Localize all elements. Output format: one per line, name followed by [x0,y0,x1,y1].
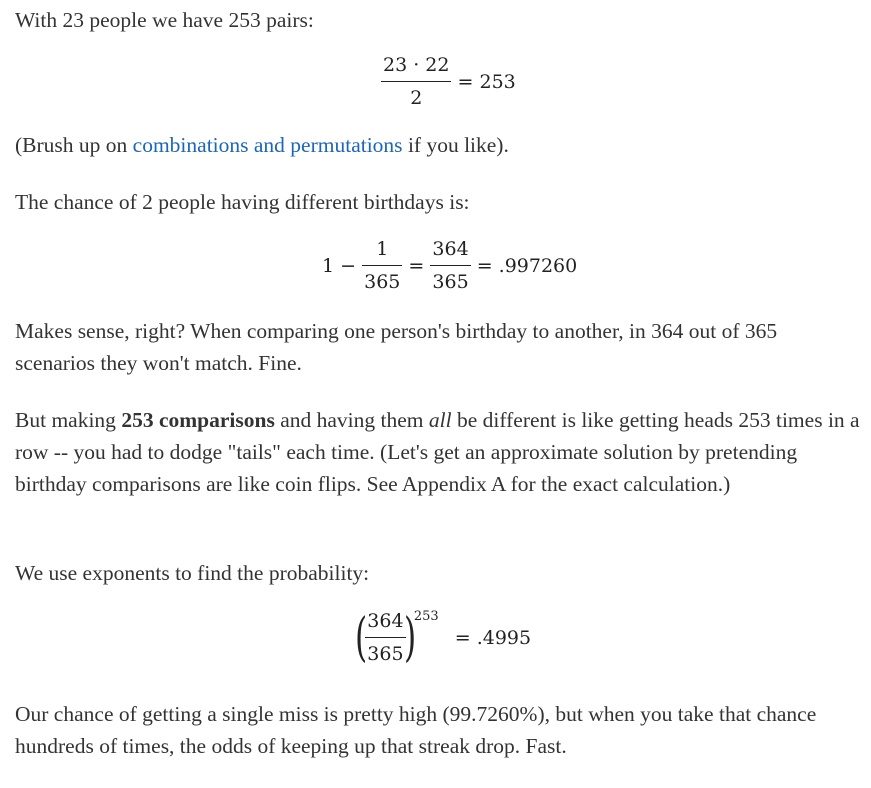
left-paren: ( [355,608,368,668]
fraction-pairs [381,56,451,108]
paragraph-comparisons [15,404,860,500]
fraction-bar [381,81,451,82]
fraction-bar [430,265,470,266]
equation-lead: 1 − [322,254,357,277]
fraction-numerator: 23 · 22 [383,54,450,76]
italic-all: all [428,408,452,432]
paragraph-exponents: We use exponents to find the probability: [15,561,370,585]
fraction-bar [362,265,402,266]
fraction-bar [365,637,405,638]
exponent: 253 [413,609,439,624]
equation-result: = 253 [457,70,516,93]
text-segment: and having them [274,408,429,432]
equation-exponent [355,608,532,668]
equation-result: = .997260 [476,254,578,277]
fraction-denominator: 365 [432,271,469,293]
equation-pairs [381,56,516,108]
fraction-numerator: 1 [376,238,389,260]
equals-sign: = [408,254,425,277]
fraction-denominator: 365 [367,643,404,665]
bold-comparisons: 253 comparisons [121,408,275,432]
paragraph-makes-sense: Makes sense, right? When comparing one person's birthday to another, in 364 out of 365 scenarios they won't match. Fine. [15,319,778,375]
fraction-numerator: 364 [432,238,469,260]
fraction-denominator: 2 [410,87,423,109]
text-after-link: if you like). [402,133,509,157]
paragraph-conclusion: Our chance of getting a single miss is pretty high (99.7260%), but when you take that chance hundreds of times, the odds of keeping up that streak drop. Fast. [15,702,817,758]
paragraph-chance-different: The chance of 2 people having different birthdays is: [15,190,470,214]
fraction-364-over-365 [430,240,470,292]
text-before-link: (Brush up on [15,133,133,157]
equation-result: = .4995 [454,626,532,649]
fraction-364-over-365 [365,612,405,664]
right-paren: ) [403,608,416,668]
combinations-permutations-link[interactable]: combinations and permutations [132,133,403,157]
fraction-numerator: 364 [367,610,404,632]
paragraph-pairs-intro: With 23 people we have 253 pairs: [15,8,314,32]
fraction-one-over-365 [362,240,402,292]
text-segment: be different is like getting heads 253 times in a row -- you had to dodge "tails" each time. (Let's get an approximate solution by pretending birthday comparisons are like coin flips. See Appendix A for the exact calculation.) [15,408,860,496]
fraction-denominator: 365 [364,271,401,293]
paragraph-brush-up [15,129,509,161]
text-segment: But making [15,408,122,432]
equation-single-probability [322,240,577,292]
